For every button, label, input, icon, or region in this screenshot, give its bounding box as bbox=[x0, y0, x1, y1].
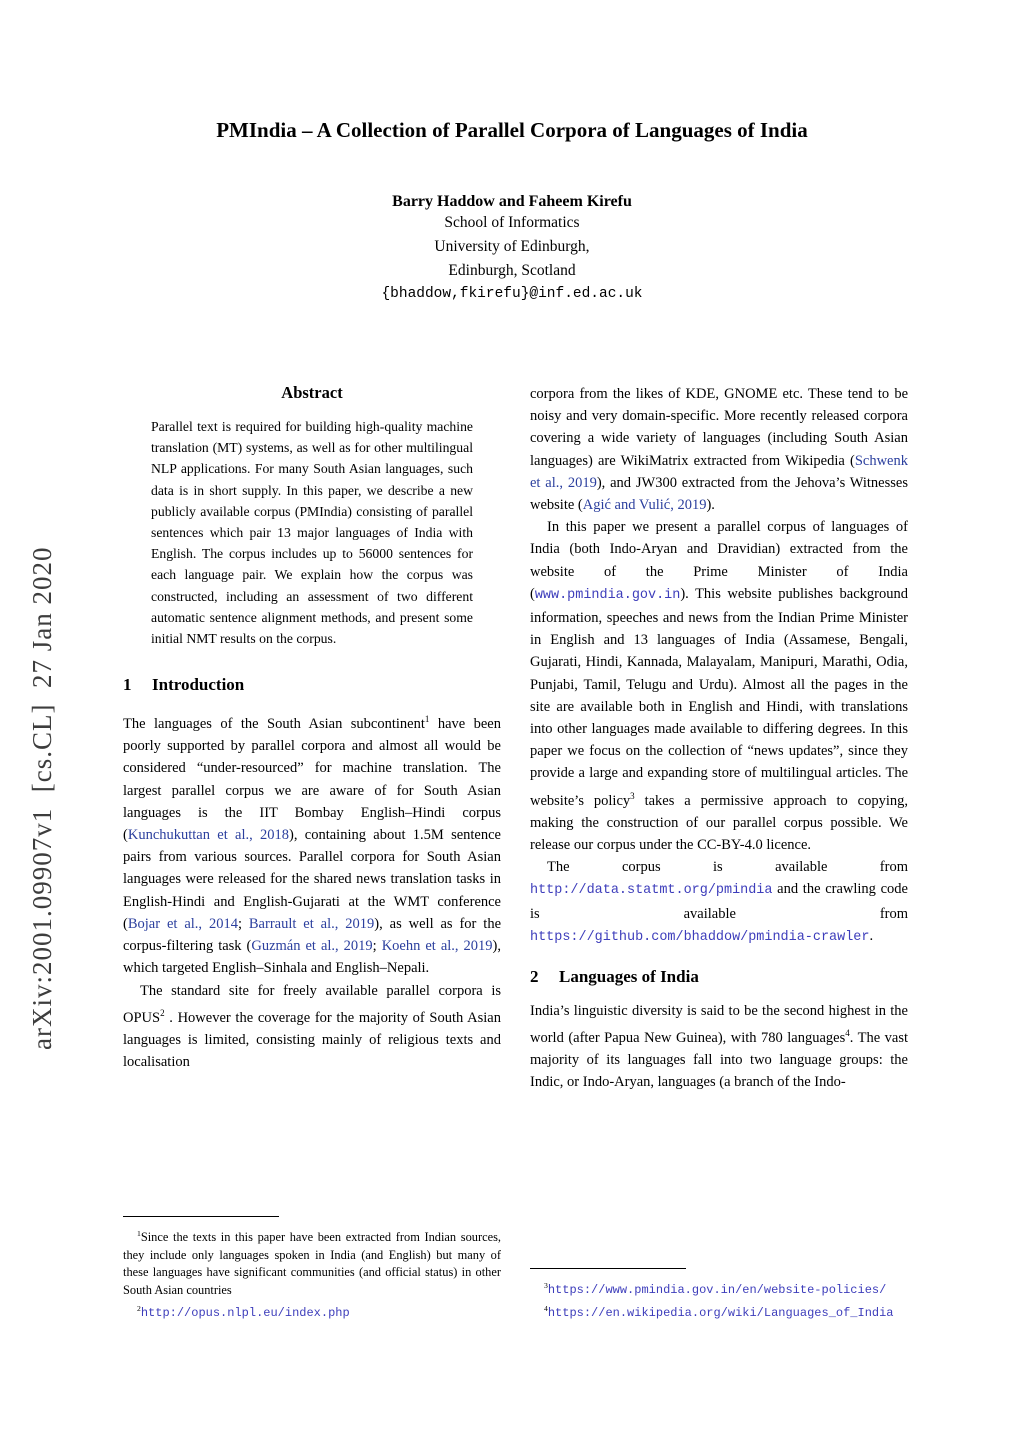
section-number: 2 bbox=[530, 966, 539, 986]
section-title: Introduction bbox=[152, 675, 245, 695]
citation-link[interactable]: Guzmán et al., 2019 bbox=[251, 938, 373, 955]
footnote-text bbox=[548, 1282, 886, 1296]
citation-link[interactable]: Agić and Vulić, 2019 bbox=[582, 497, 707, 514]
abstract-heading: Abstract bbox=[281, 383, 343, 402]
url-link[interactable]: http://opus.nlpl.eu/index.php bbox=[140, 1306, 350, 1321]
paper-title: PMIndia – A Collection of Parallel Corpora of Languages of India bbox=[216, 118, 808, 142]
section-title: Languages of India bbox=[559, 966, 699, 986]
citation-link[interactable]: Schwenk et al., 2019 bbox=[530, 452, 908, 491]
footnote-rule bbox=[530, 1268, 686, 1269]
arxiv-watermark: arXiv:2001.09907v1 [cs.CL] 27 Jan 2020 bbox=[27, 546, 57, 1050]
footnote-text bbox=[141, 1305, 350, 1319]
url-link[interactable]: www.pmindia.gov.in bbox=[534, 587, 681, 603]
two-column-layout bbox=[123, 383, 908, 1323]
footnote-marker: 4 bbox=[544, 1304, 548, 1314]
left-column bbox=[123, 383, 501, 1323]
footnote-rule bbox=[123, 1216, 279, 1217]
authors: Barry Haddow and Faheem Kirefu bbox=[392, 193, 632, 210]
paragraph: The corpus is available from http://data.statmt.org/pmindia and the crawling code is available from https://github.com/bhaddow/pmindia-crawler. bbox=[530, 859, 908, 945]
footnotes-left bbox=[123, 1210, 501, 1323]
footnotes-right bbox=[530, 1262, 908, 1323]
footnote-1 bbox=[123, 1225, 501, 1300]
section-number: 1 bbox=[123, 675, 132, 695]
citation-link[interactable]: Kunchukuttan et al., 2018 bbox=[127, 827, 290, 844]
affiliation-line: School of Informatics bbox=[444, 214, 580, 231]
paragraph: corpora from the likes of KDE, GNOME etc. These tend to be noisy and very domain-specific. More recently released corpora covering a wide variety of languages (including South Asian languages) are WikiMatrix extracted from Wikipedia (Schwenk et al., 2019), and JW300 extracted from the Jehova’s Witnesses website (Agić and Vulić, 2019). bbox=[530, 386, 908, 514]
citation-link[interactable]: Barrault et al., 2019 bbox=[248, 915, 375, 932]
right-column bbox=[530, 383, 908, 1323]
section-heading-languages-of-india bbox=[530, 967, 908, 987]
abstract-text: Parallel text is required for building high-quality machine translation (MT) systems, as well as for other multilingual NLP applications. For many South Asian languages, such data is in short supply. In this paper, we describe a new publicly available corpus (PMIndia) consisting of parallel sentences which pair 13 major languages of India with English. The corpus includes up to 56000 sentences for each language pair. We explain how the corpus was constructed, including an assessment of two different automatic sentence alignment methods, and present some initial NMT results on the corpus. bbox=[151, 419, 473, 647]
footnote-ref: 2 bbox=[160, 1007, 165, 1018]
affiliation-line: Edinburgh, Scotland bbox=[448, 262, 576, 279]
url-link[interactable]: https://en.wikipedia.org/wiki/Languages_of_India bbox=[547, 1306, 894, 1321]
url-link[interactable]: https://github.com/bhaddow/pmindia-crawler bbox=[530, 929, 870, 945]
footnote-3 bbox=[530, 1277, 908, 1300]
footnote-text: Since the texts in this paper have been extracted from Indian sources, they include only languages spoken in India (and English) but many of these languages have significant communities (and official status) in other South Asian countries bbox=[123, 1229, 501, 1298]
url-link[interactable]: http://data.statmt.org/pmindia bbox=[530, 883, 773, 899]
footnote-ref: 3 bbox=[630, 790, 635, 801]
footnote-ref: 1 bbox=[424, 714, 430, 725]
footnote-ref: 4 bbox=[845, 1028, 850, 1039]
url-link[interactable]: https://www.pmindia.gov.in/en/website-policies/ bbox=[547, 1283, 887, 1298]
paragraph: The languages of the South Asian subcontinent$^1$ have been poorly supported by parallel corpora and almost all would be considered “under-resourced” for machine translation. The largest parallel corpus we are aware of for South Asian languages is the IIT Bombay English–Hindi corpus (Kunchukuttan et al., 2018), containing about 1.5M sentence pairs from various sources. Parallel corpora for South Asian languages were released for the shared news translation tasks in English-Hindi and English-Gujarati at the WMT conference (Bojar et al., 2014; Barrault et al., 2019), as well as for the corpus-filtering task (Guzmán et al., 2019; Koehn et al., 2019), which targeted English–Sinhala and English–Nepali. bbox=[123, 714, 502, 977]
citation-link[interactable]: Bojar et al., 2014 bbox=[127, 915, 238, 932]
footnote-marker: 3 bbox=[544, 1281, 548, 1291]
footnote-4 bbox=[530, 1300, 908, 1323]
citation-link[interactable]: Koehn et al., 2019 bbox=[381, 938, 493, 955]
paragraph: In this paper we present a parallel corpus of languages of India (both Indo-Aryan and Dravidian) extracted from the website of the Prime Minister of India (www.pmindia.gov.in). This website publishes background information, speeches and news from the Indian Prime Minister in English and 13 languages of India (Assamese, Bengali, Gujarati, Hindi, Kannada, Malayalam, Manipuri, Marathi, Odia, Punjabi, Tamil, Telugu and Urdu). Almost all the pages in the site are available both in English and Hindi, with translations into other languages made available to differing degrees. In this paper we focus on the collection of “news updates”, since they provide a large and expanding store of multilingual articles. The website’s policy$^3$ takes a permissive approach to copying, making the construction of our parallel corpus possible. We release our corpus under the CC-BY-4.0 licence. bbox=[530, 519, 908, 853]
footnote-marker: 1 bbox=[137, 1228, 141, 1238]
footnote-marker: 2 bbox=[137, 1304, 141, 1314]
section-heading-introduction bbox=[123, 675, 501, 695]
paragraph: The standard site for freely available parallel corpora is OPUS$^2$ . However the coverage for the majority of South Asian languages is limited, consisting mainly of religious texts and localisation bbox=[123, 982, 501, 1070]
footnote-2 bbox=[123, 1300, 501, 1323]
paper-header bbox=[0, 118, 1024, 302]
affiliation-line: University of Edinburgh, bbox=[434, 238, 590, 255]
paragraph: India’s linguistic diversity is said to be the second highest in the world (after Papua New Guinea), with 780 languages$^4$. The vast majority of its languages fall into two language groups: the Indic, or Indo-Aryan, languages (a branch of the Indo- bbox=[530, 1002, 908, 1091]
footnote-text bbox=[548, 1305, 894, 1319]
email-address: {bhaddow,fkirefu}@inf.ed.ac.uk bbox=[381, 286, 643, 302]
